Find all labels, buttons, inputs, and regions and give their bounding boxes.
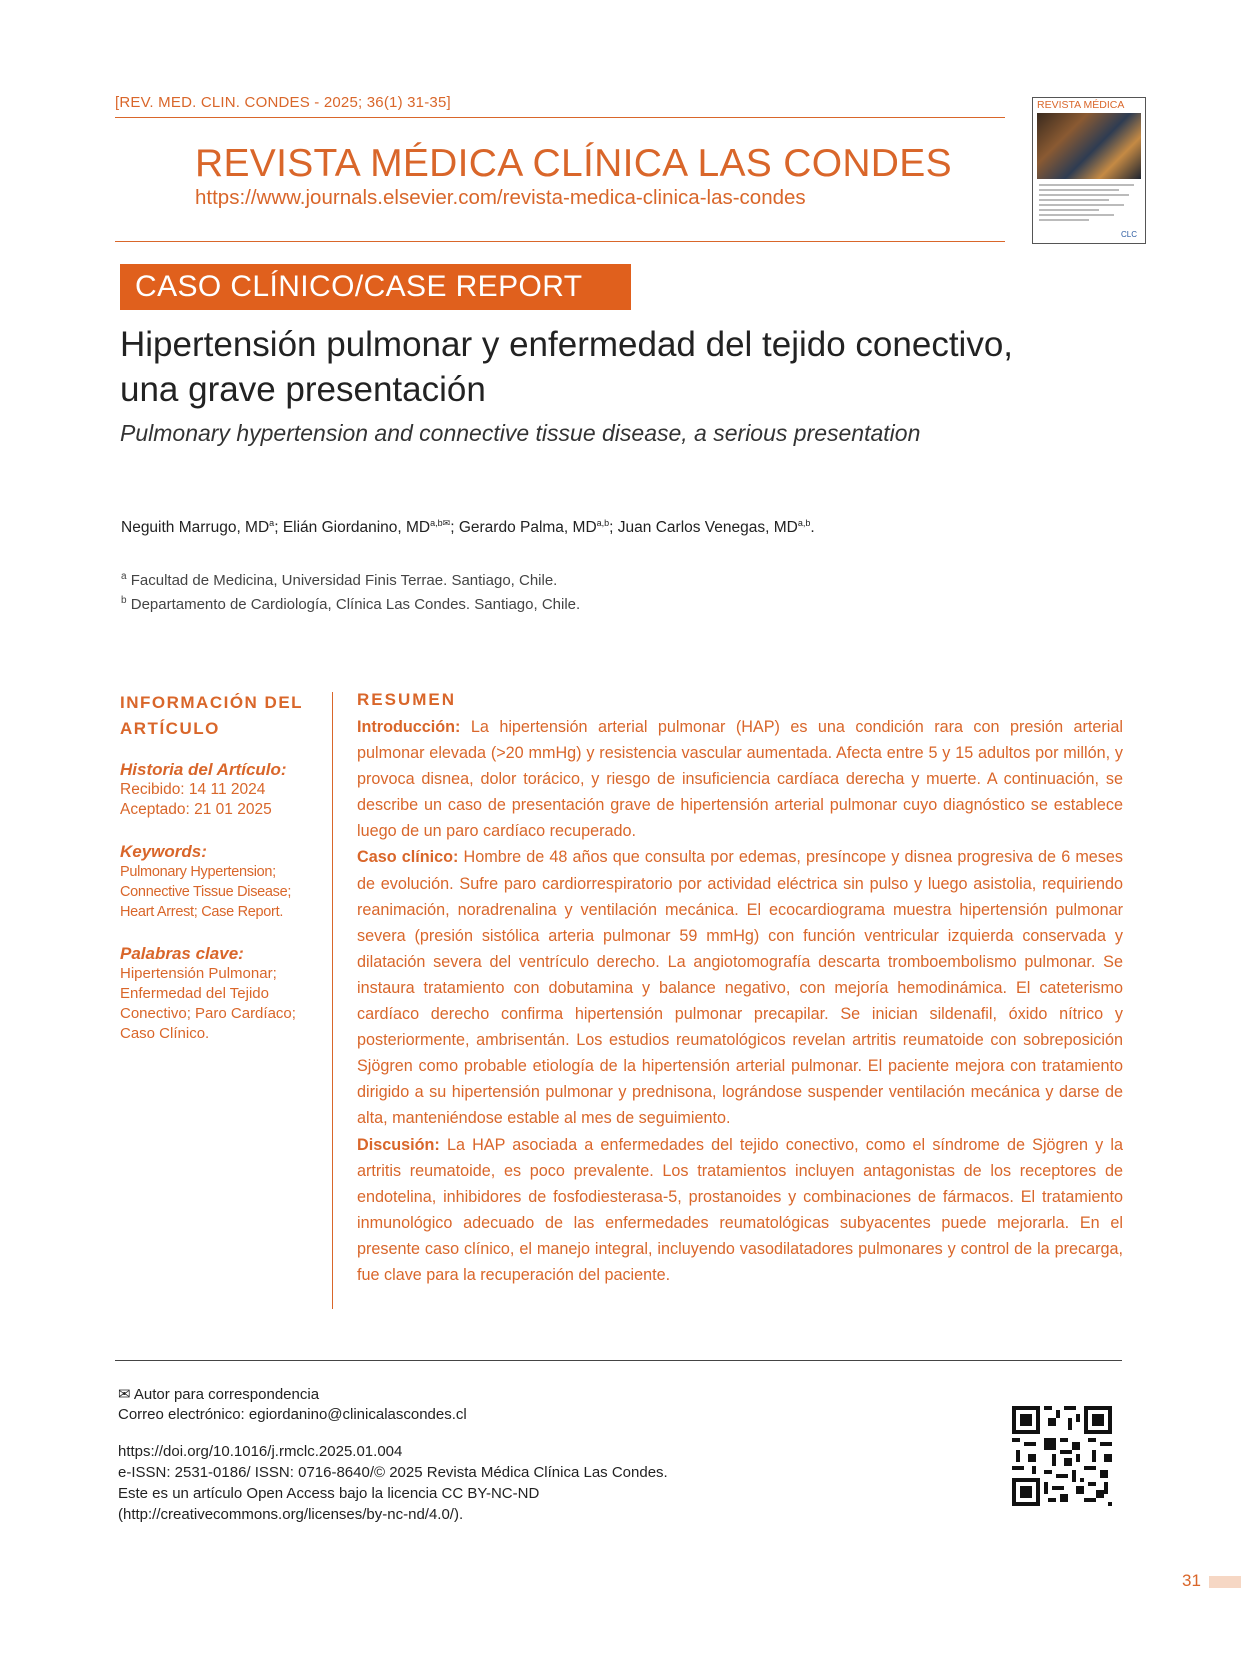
- abstract-discussion: [357, 1132, 1123, 1289]
- cover-title: REVISTA MÉDICA: [1037, 99, 1125, 111]
- article-subtitle: Pulmonary hypertension and connective tissue disease, a serious presentation: [120, 420, 921, 446]
- article-info-heading: [120, 690, 320, 742]
- author-separator: ;: [450, 519, 459, 537]
- palabras-clave-heading: Palabras clave:: [120, 944, 244, 963]
- intro-label: Introducción:: [357, 718, 461, 736]
- issn-line: e-ISSN: 2531-0186/ ISSN: 0716-8640/© 2025 Revista Médica Clínica Las Condes.: [118, 1464, 668, 1481]
- column-divider: [332, 692, 333, 1309]
- mail-icon[interactable]: ✉: [442, 518, 451, 528]
- abstract-body: [357, 714, 1123, 1288]
- resumen-heading: RESUMEN: [357, 690, 457, 709]
- article-info-heading-line: ARTÍCULO: [120, 719, 220, 738]
- doi-link[interactable]: https://doi.org/10.1016/j.rmclc.2025.01.004: [118, 1443, 403, 1460]
- author-name: Elián Giordanino, MD: [282, 519, 431, 537]
- author-separator: .: [810, 519, 815, 537]
- palabra-clave-line: Hipertensión Pulmonar;: [120, 965, 277, 982]
- keyword-line: Pulmonary Hypertension;: [120, 864, 276, 880]
- author-affil-sup: a,b: [430, 518, 443, 528]
- author-name: Juan Carlos Venegas, MD: [617, 519, 798, 537]
- received-date: Recibido: 14 11 2024: [120, 781, 266, 798]
- keyword-line: Heart Arrest; Case Report.: [120, 904, 284, 920]
- affiliation-a: [121, 571, 557, 589]
- affil-text: Facultad de Medicina, Universidad Finis Terrae. Santiago, Chile.: [130, 572, 558, 589]
- article-title: [120, 322, 1120, 412]
- discussion-text: La HAP asociada a enfermedades del tejido conectivo, como el síndrome de Sjögren y la artritis reumatoide, es poco prevalente. Los tratamientos incluyen antagonistas de los receptores de endotelina, inhibidores de fosfodiesterasa-5, prostanoides y combinaciones de fármacos. El tratamiento inmunológico adecuado de las enfermedades reumatológicas subyacentes puede mejorarla. En el presente caso clínico, el manejo integral, incluyendo vasodilatadores pulmonares y control de la precarga, fue clave para la recuperación del paciente.: [357, 1135, 1124, 1284]
- header-rule-bottom: [115, 241, 1005, 242]
- author-list: [121, 518, 815, 537]
- page-number-bar: [1209, 1576, 1241, 1588]
- author-affil-sup: a,b: [797, 518, 811, 528]
- article-info-heading-line: INFORMACIÓN DEL: [120, 693, 304, 712]
- qr-code[interactable]: [1012, 1406, 1112, 1506]
- case-text: Hombre de 48 años que consulta por edemas, presíncope y disnea progresiva de 6 meses de evolución. Sufre paro cardiorrespiratorio por actividad eléctrica sin pulso y luego asistolia, requiriendo reanimación, noradrenalina y ventilación mecánica. El ecocardiograma muestra hipertensión pulmonar severa (presión sistólica arteria pulmonar 59 mmHg) con función ventricular izquierda conservada y dilatación severa del ventrículo derecho. La angiotomografía descarta tromboembolismo pulmonar. Se instaura tratamiento con dobutamina y balance negativo, con mejoría hemodinámica. El cateterismo cardíaco derecho confirma hipertensión pulmonar precapilar. Se inician sildenafil, óxido nítrico y posteriormente, ambrisentán. Los estudios reumatológicos revelan artritis reumatoide con sobreposición Sjögren como probable etiología de la hipertensión arterial pulmonar. El paciente mejora con tratamiento dirigido a su hipertensión pulmonar y prednisona, lográndose suspender ventilación mecánica y darse de alta, manteniéndose estable al mes de seguimiento.: [357, 848, 1124, 1128]
- author-name: Gerardo Palma, MD: [458, 519, 597, 537]
- author-affil-sup: a,b: [596, 518, 610, 528]
- affil-text: Departamento de Cardiología, Clínica Las Condes. Santiago, Chile.: [130, 596, 581, 613]
- affil-sup: b: [121, 595, 127, 606]
- palabra-clave-line: Caso Clínico.: [120, 1025, 210, 1042]
- journal-citation: [REV. MED. CLIN. CONDES - 2025; 36(1) 31-35]: [115, 94, 451, 111]
- author-separator: ;: [609, 519, 618, 537]
- title-line-2: una grave presentación: [120, 370, 486, 409]
- email-line: Correo electrónico: egiordanino@clinicalascondes.cl: [118, 1406, 467, 1423]
- license-line: Este es un artículo Open Access bajo la licencia CC BY-NC-ND: [118, 1485, 540, 1502]
- title-line-1: Hipertensión pulmonar y enfermedad del tejido conectivo,: [120, 325, 1014, 364]
- cover-logo: CLC: [1120, 230, 1137, 239]
- palabra-clave-line: Enfermedad del Tejido: [120, 985, 269, 1002]
- mail-icon: ✉: [118, 1386, 131, 1403]
- affiliation-b: [121, 595, 580, 613]
- abstract-introduction: [357, 714, 1123, 844]
- author-separator: ;: [274, 519, 283, 537]
- corresponding-author: [118, 1385, 319, 1403]
- page-number: 31: [1182, 1571, 1201, 1590]
- abstract-case: [357, 844, 1123, 1131]
- history-heading: Historia del Artículo:: [120, 760, 287, 779]
- corresponding-label: Autor para correspondencia: [133, 1386, 320, 1403]
- license-url-link[interactable]: (http://creativecommons.org/licenses/by-nc-nd/4.0/).: [118, 1506, 464, 1523]
- author-name: Neguith Marrugo, MD: [121, 519, 270, 537]
- keywords-heading: Keywords:: [120, 842, 207, 861]
- cover-image: [1037, 113, 1141, 179]
- journal-name: REVISTA MÉDICA CLÍNICA LAS CONDES: [195, 142, 952, 185]
- author-affil-sup: a: [269, 518, 275, 528]
- intro-text: La hipertensión arterial pulmonar (HAP) es una condición rara con presión arterial pulmonar elevada (>20 mmHg) y resistencia vascular aumentada. Afecta entre 5 y 15 adultos por millón, y provoca disnea, dolor torácico, y riesgo de insuficiencia cardíaca derecha y muerte. A continuación, se describe un caso de presentación grave de hipertensión arterial pulmonar cuyo diagnóstico se establece luego de un paro cardíaco recuperado.: [357, 718, 1123, 841]
- footer-rule: [115, 1360, 1122, 1361]
- cover-text-lines: [1039, 184, 1139, 224]
- discussion-label: Discusión:: [357, 1135, 440, 1154]
- header-rule: [115, 117, 1005, 118]
- article-info-column: [120, 690, 320, 1044]
- journal-cover-thumbnail: [1032, 97, 1146, 244]
- affil-sup: a: [121, 571, 127, 582]
- case-label: Caso clínico:: [357, 848, 459, 867]
- keyword-line: Connective Tissue Disease;: [120, 884, 292, 900]
- palabra-clave-line: Conectivo; Paro Cardíaco;: [120, 1005, 296, 1022]
- journal-url-link[interactable]: https://www.journals.elsevier.com/revista-medica-clinica-las-condes: [195, 186, 806, 209]
- article-type-banner: CASO CLÍNICO/CASE REPORT: [120, 264, 631, 310]
- accepted-date: Aceptado: 21 01 2025: [120, 801, 272, 818]
